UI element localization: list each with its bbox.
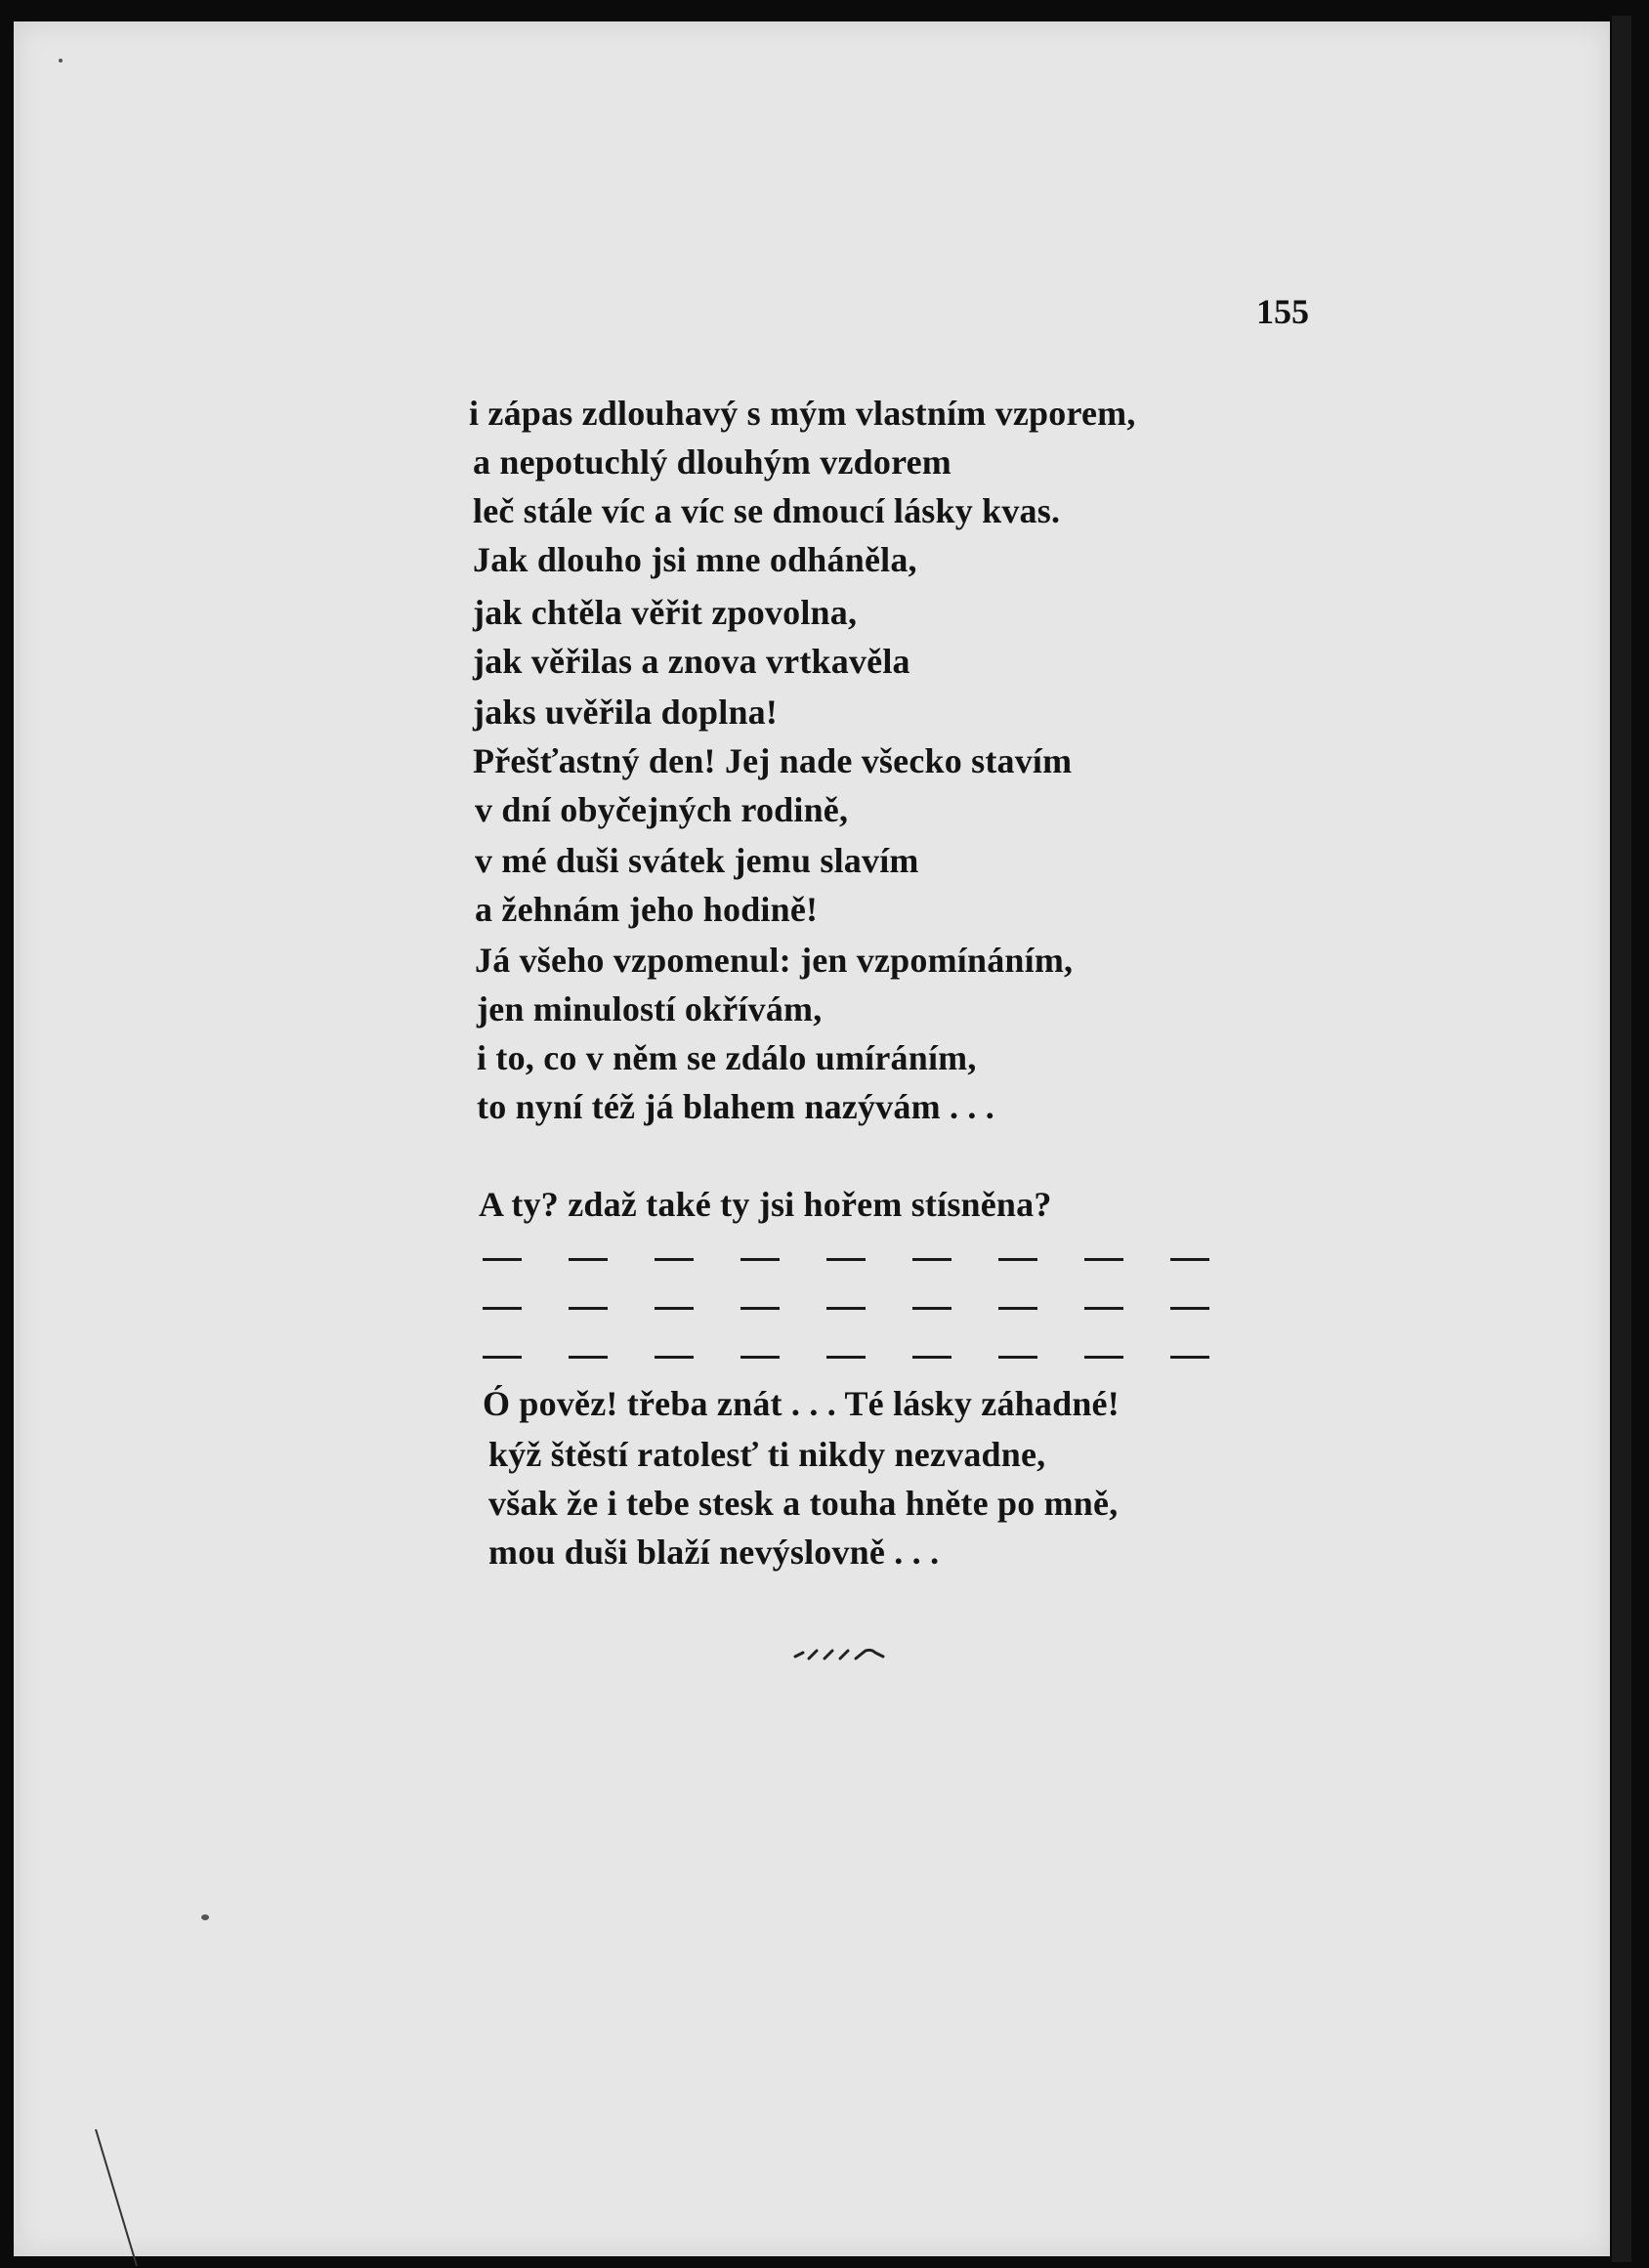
poem-line: jaks uvěřila doplna! xyxy=(473,693,779,732)
paper-crease-mark xyxy=(88,2129,147,2266)
poem-line: a žehnám jeho hodině! xyxy=(475,890,819,929)
poem-line: Ó pověz! třeba znát . . . Té lásky záhadné! xyxy=(483,1384,1120,1423)
poem-line: kýž štěstí ratolesť ti nikdy nezvadne, xyxy=(488,1435,1046,1474)
poem-line: leč stále víc a víc se dmoucí lásky kvas. xyxy=(473,491,1061,530)
poem-line: jak chtěla věřit zpovolna, xyxy=(473,593,858,632)
omission-dashes xyxy=(483,1356,1217,1360)
poem-line: v dní obyčejných rodině, xyxy=(475,790,849,829)
poem-line: jak věřilas a znova vrtkavěla xyxy=(473,642,910,681)
poem-line: i zápas zdlouhavý s mým vlastním vzporem, xyxy=(469,394,1136,433)
end-ornament xyxy=(791,1643,918,1664)
omission-dashes xyxy=(483,1307,1217,1311)
page-number: 155 xyxy=(1256,292,1309,331)
poem-line: a nepotuchlý dlouhým vzdorem xyxy=(473,442,951,482)
poem-line: mou duši blaží nevýslovně . . . xyxy=(488,1533,940,1572)
poem-line: Přešťastný den! Jej nade všecko stavím xyxy=(473,741,1073,780)
poem-line: Já všeho vzpomenul: jen vzpomínáním, xyxy=(475,941,1074,980)
poem-line: i to, co v něm se zdálo umíráním, xyxy=(477,1038,977,1077)
poem-line: v mé duši svátek jemu slavím xyxy=(475,841,919,880)
poem-line: A ty? zdaž také ty jsi hořem stísněna? xyxy=(479,1185,1052,1224)
paper-speck xyxy=(59,59,63,63)
poem-line: Jak dlouho jsi mne odháněla, xyxy=(473,540,917,579)
paper-speck xyxy=(201,1914,209,1920)
poem-line: to nyní též já blahem nazývám . . . xyxy=(477,1087,994,1126)
book-page xyxy=(14,21,1610,2256)
scan-right-edge xyxy=(1612,16,1631,2262)
poem-line: jen minulostí okřívám, xyxy=(477,989,823,1029)
omission-dashes xyxy=(483,1258,1217,1262)
poem-line: však že i tebe stesk a touha hněte po mně, xyxy=(488,1484,1119,1523)
